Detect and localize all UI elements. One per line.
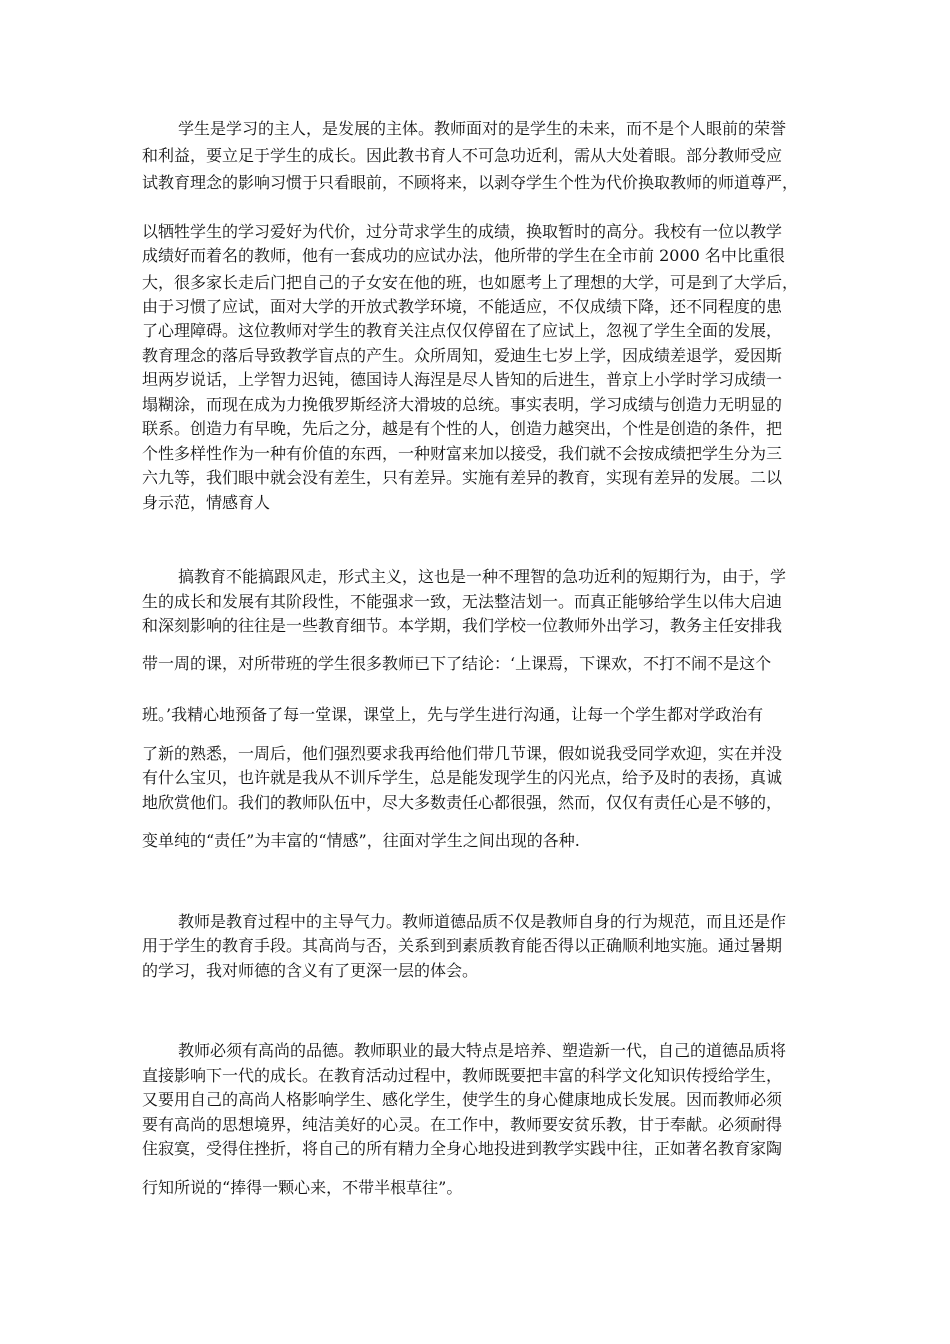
text-line: 直接影响下一代的成长。在教育活动过程中，教师既要把丰富的科学文化知识传授给学生， (142, 1066, 783, 1085)
text-line: 和利益，要立足于学生的成长。因此教书育人不可急功近利，需从大处着眼。部分教师受应 (142, 146, 783, 165)
text-line: 联系。创造力有早晚，先后之分，越是有个性的人，创造力越突出，个性是创造的条件，把 (142, 419, 783, 438)
text-line: 大，很多家长走后门把自己的子女安在他的班，也如愿考上了理想的大学，可是到了大学后， (142, 273, 799, 292)
text-line: 教育理念的落后导致教学盲点的产生。众所周知，爱迪生七岁上学，因成绩差退学，爱因斯 (142, 346, 783, 365)
text-line: 以牺牲学生的学习爱好为代价，过分苛求学生的成绩，换取暂时的高分。我校有一位以教学 (142, 222, 783, 241)
text-line: 成绩好而着名的教师，他有一套成功的应试办法，他所带的学生在全市前 2000 名中比重很 (142, 246, 785, 265)
text-line: 六九等，我们眼中就会没有差生，只有差异。实施有差异的教育，实现有差异的发展。二以 (142, 468, 783, 487)
text-line: 了心理障碍。这位教师对学生的教育关注点仅仅停留在了应试上，忽视了学生全面的发展， (142, 321, 783, 340)
text-line: 教师是教育过程中的主导气力。教师道德品质不仅是教师自身的行为规范，而且还是作 (178, 912, 787, 931)
text-line: 坦两岁说话，上学智力迟钝，德国诗人海涅是尽人皆知的后进生，普京上小学时学习成绩一 (142, 370, 783, 389)
text-line: 由于习惯了应试，面对大学的开放式教学环境，不能适应，不仅成绩下降，还不同程度的患 (142, 297, 783, 316)
text-line: 塌糊涂，而现在成为力挽俄罗斯经济大滑坡的总统。事实表明，学习成绩与创造力无明显的 (142, 395, 783, 414)
text-line: 要有高尚的思想境界，纯洁美好的心灵。在工作中，教师要安贫乐教，甘于奉献。必须耐得 (142, 1115, 783, 1134)
text-line: 用于学生的教育手段。其高尚与否，关系到到素质教育能否得以正确顺利地实施。通过暑期 (142, 936, 783, 955)
text-line: 学生是学习的主人，是发展的主体。教师面对的是学生的未来，而不是个人眼前的荣誉 (178, 119, 787, 138)
text-line: 班。’我精心地预备了每一堂课，课堂上，先与学生进行沟通，让每一个学生都对学政治有 (142, 705, 764, 724)
text-line: 行知所说的“捧得一颗心来，不带半根草往”。 (142, 1178, 463, 1197)
text-line: 教师必须有高尚的品德。教师职业的最大特点是培养、塑造新一代，自己的道德品质将 (178, 1041, 787, 1060)
text-line: 身示范，情感育人 (142, 493, 271, 512)
text-line: 生的成长和发展有其阶段性，不能强求一致，无法整洁划一。而真正能够给学生以伟大启迪 (142, 592, 783, 611)
text-line: 住寂寞，受得住挫折，将自己的所有精力全身心地投进到教学实践中往，正如著名教育家陶 (142, 1139, 783, 1158)
text-line: 变单纯的“责任”为丰富的“情感”，往面对学生之间出现的各种. (142, 831, 580, 850)
text-line: 个性多样性作为一种有价值的东西，一种财富来加以接受，我们就不会按成绩把学生分为三 (142, 444, 783, 463)
text-line: 了新的熟悉，一周后，他们强烈要求我再给他们带几节课，假如说我受同学欢迎，实在并没 (142, 744, 783, 763)
text-line: 试教育理念的影响习惯于只看眼前，不顾将来，以剥夺学生个性为代价换取教师的师道尊严， (142, 173, 799, 192)
text-line: 有什么宝贝，也许就是我从不训斥学生，总是能发现学生的闪光点，给予及时的表扬，真诚 (142, 768, 783, 787)
text-line: 带一周的课，对所带班的学生很多教师已下了结论：‘上课焉，下课欢，不打不闹不是这个 (142, 654, 772, 673)
text-line: 和深刻影响的往往是一些教育细节。本学期，我们学校一位教师外出学习，教务主任安排我 (142, 616, 783, 635)
text-line: 的学习，我对师德的含义有了更深一层的体会。 (142, 961, 479, 980)
text-line: 地欣赏他们。我们的教师队伍中，尽大多数责任心都很强，然而，仅仅有责任心是不够的， (142, 793, 783, 812)
text-line: 搞教育不能搞跟风走，形式主义，这也是一种不理智的急功近利的短期行为，由于，学 (178, 567, 787, 586)
text-line: 又要用自己的高尚人格影响学生、感化学生，使学生的身心健康地成长发展。因而教师必须 (142, 1090, 783, 1109)
